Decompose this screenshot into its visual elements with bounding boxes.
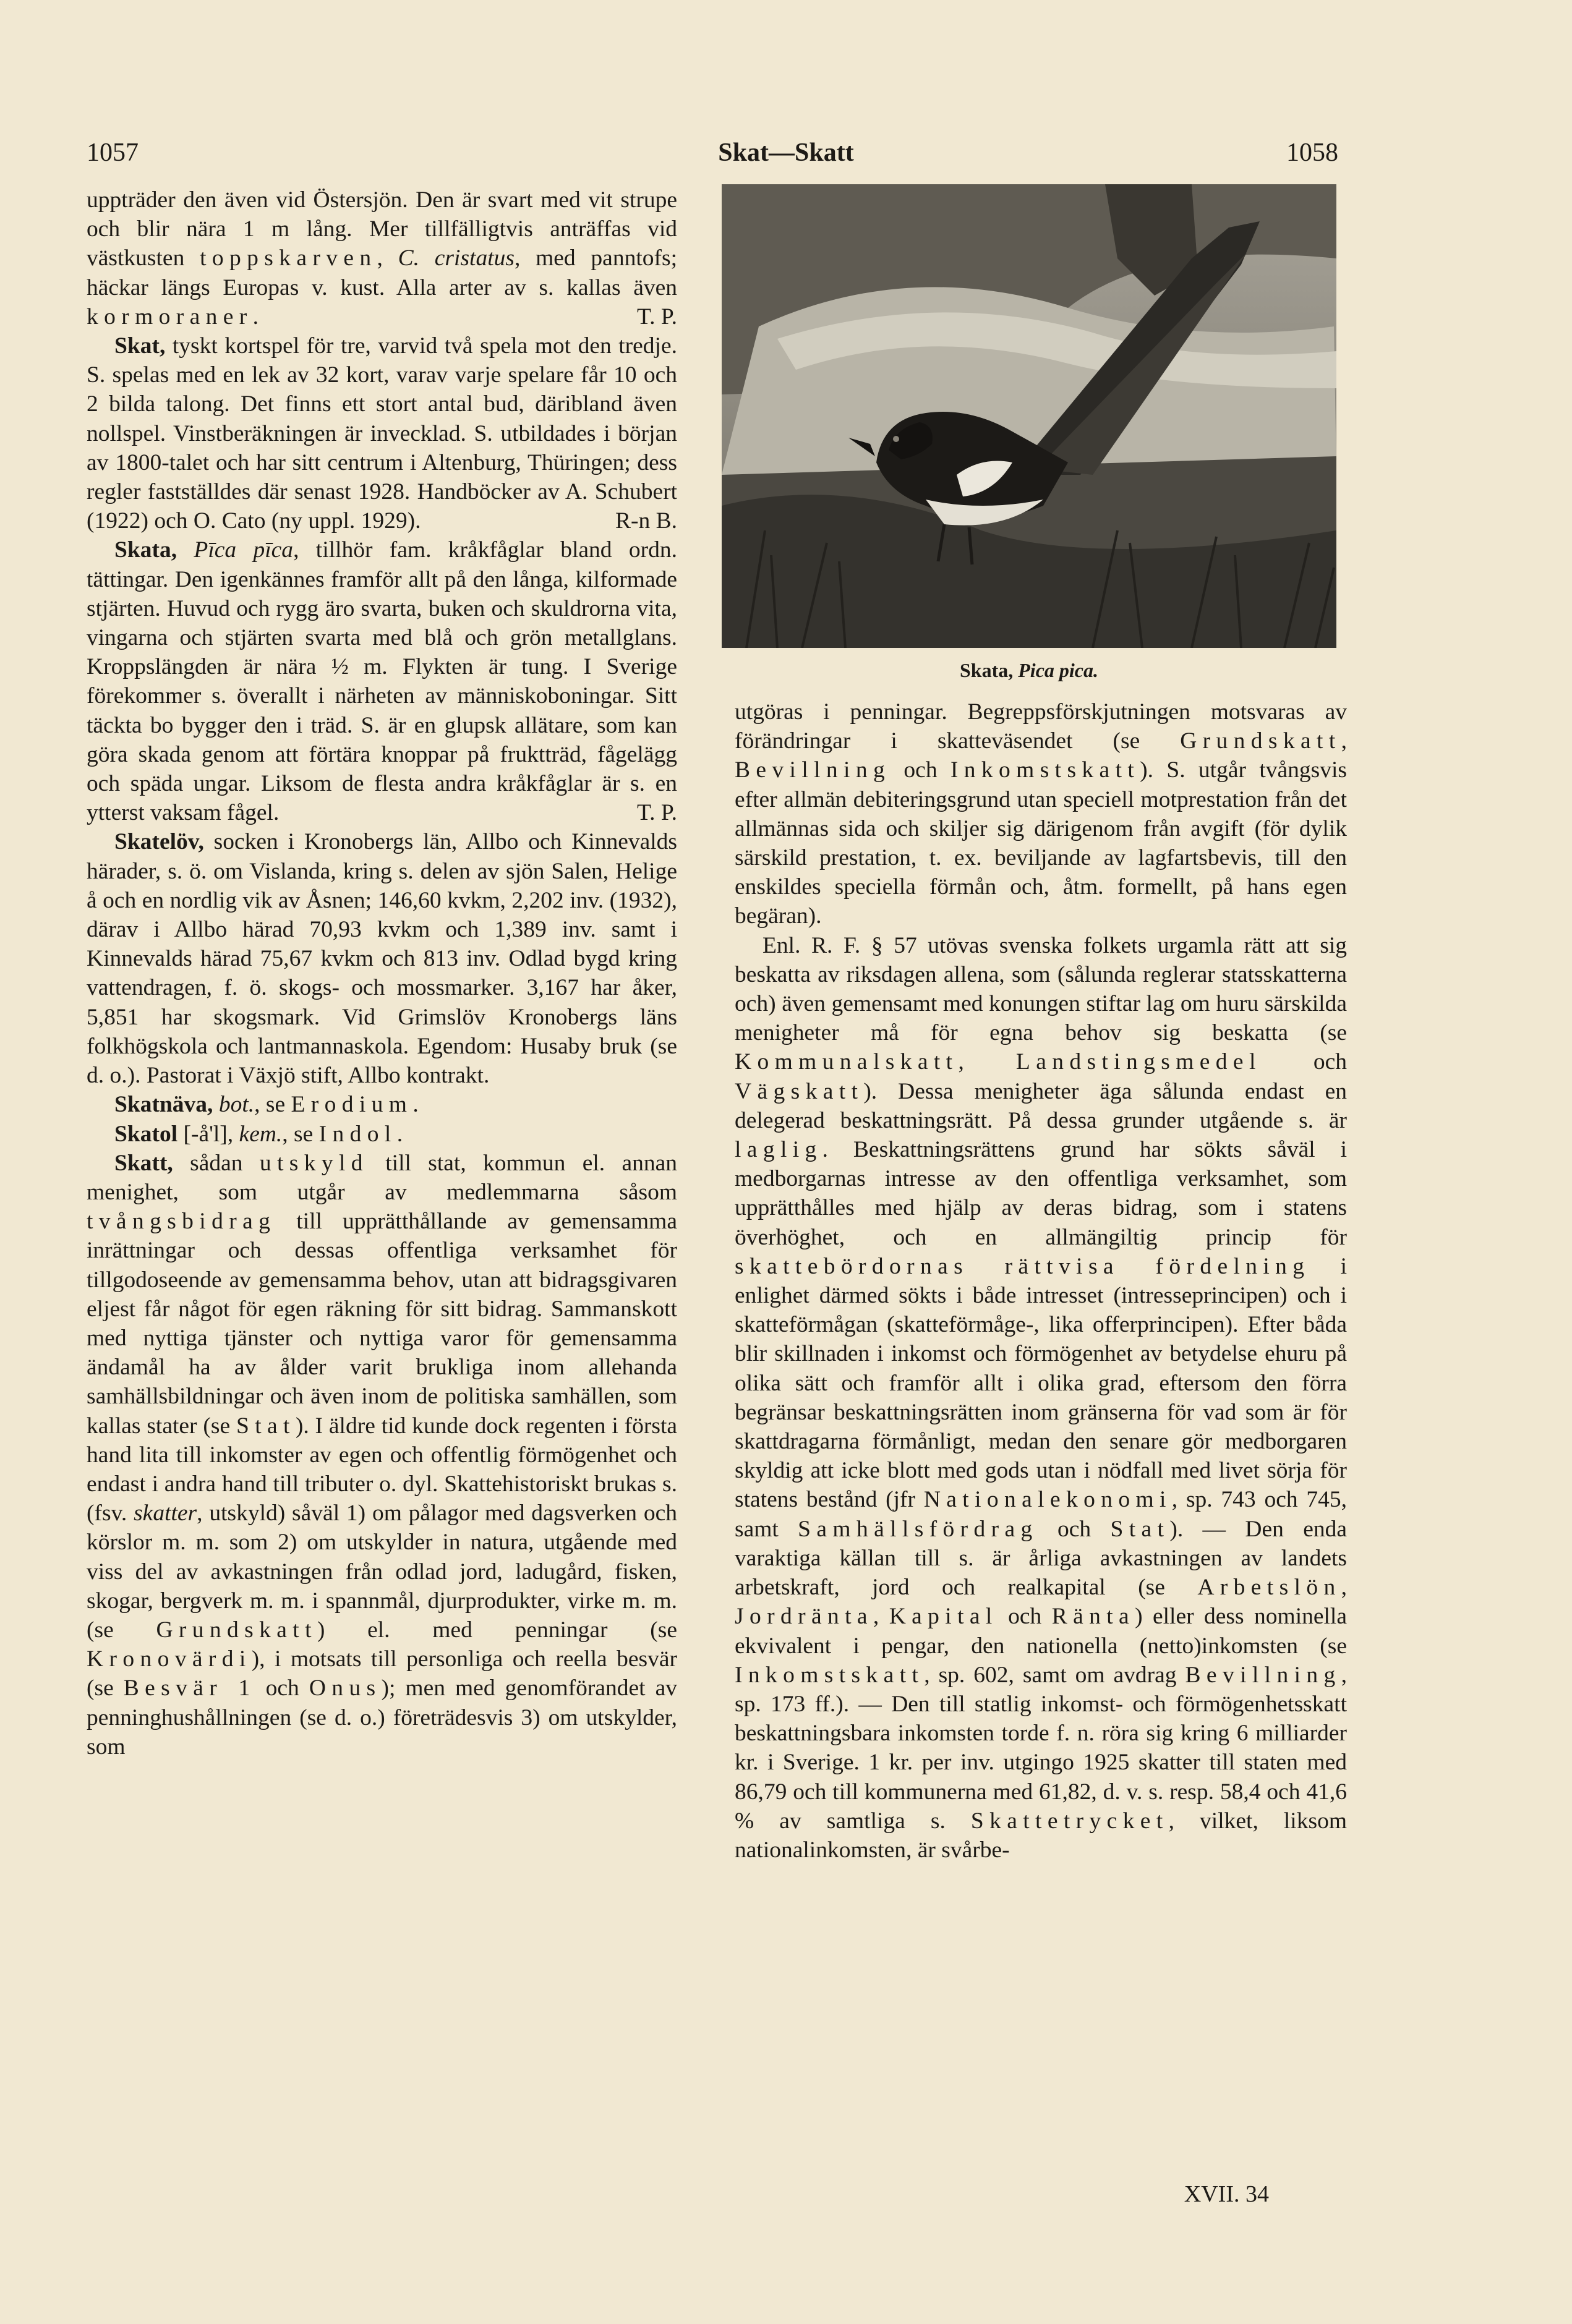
- sheet-signature: XVII. 34: [1184, 2181, 1269, 2207]
- magpie-illustration: [722, 184, 1336, 648]
- author-signature: T. P.: [637, 304, 677, 330]
- entry-term: Skatol: [114, 1121, 178, 1147]
- entry-skatol: Skatol [-å'l], kem., se Indol.: [114, 1121, 403, 1147]
- left-column: [87, 185, 677, 1761]
- entry-skata: Skata, Pīca pīca, tillhör fam. kråkfåglar bland ordn. tättingar. Den igenkännes framför allt på den långa, kilformade stjärten. Huvud och rygg äro svarta, buken och skuldrorna vita, vingarna och stjärten svarta med blå och grön metallglans. Kroppslängden är nära ½ m. Flykten är tung. I Sverige förekommer s. överallt i närheten av människoboningar. Sitt täckta bo bygger den i träd. S. är en glupsk allätare, som kan göra skada genom att förtära knoppar på fruktträd, fågelägg och späda ungar. Liksom de flesta andra kråkfåglar är s. en ytterst vaksam fågel. T. P.: [87, 535, 677, 827]
- entry-skatt-paragraph-2: Enl. R. F. § 57 utövas svenska folkets urgamla rätt att sig beskatta av riksdagen allena, som (sålunda reglerar statsskatterna och) även gemensamt med konungen stiftar lag om huru särskilda menigheter må för egna behov sig beskatta (se Kommunalskatt, Landstingsmedel och Vägskatt). Dessa menigheter äga sålunda endast en delegerad beskattningsrätt. På dessa grunder utgående s. är laglig. Beskattningsrättens grund har sökts såväl i medborgarnas intresse av den offentliga verksamhet, som upprätthålles med hjälp av deras bidrag, som i statens överhöghet, och en allmängiltig princip för skattebördornas rättvisa fördelning i enlighet därmed sökts i både intresset (intresseprincipen) och i skatteförmågan (skatteförmåge-, lika offerprincipen). Efter båda blir skillnaden i inkomst och förmögenhet av betydelse ehuru på olika sätt och framför allt i olika grad, eftersom den förra begränsar beskattningsrätten inom gränserna för vad som är för skattdragarna förmånligt, medan den senare gör medborgaren skyldig att icke blott med gods utan i nödfall med livet sörja för statens bestånd (jfr Nationalekonomi, sp. 743 och 745, samt Samhällsfördrag och Stat). — Den enda varaktiga källan till s. är årliga avkastningen av landets arbetskraft, jord och realkapital (se Arbetslön, Jordränta, Kapital och Ränta) eller dess nominella ekvivalent i pengar, den nationella (netto)inkomsten (se Inkomstskatt, sp. 602, samt om avdrag Bevillning, sp. 173 ff.). — Den till statlig inkomst- och förmögenhetsskatt beskattningsbara inkomsten torde f. n. röra sig kring 6 milliarder kr. i Sverige. 1 kr. per inv. utgingo 1925 skatter till staten med 86,79 och till kommunerna med 61,82, d. v. s. resp. 58,4 och 41,6 % av samtliga s. Skattetrycket, vilket, liksom nationalinkomsten, är svårbe-: [735, 932, 1347, 1863]
- entry-kormoran-continued: uppträder den även vid Östersjön. Den är svart med vit strupe och blir nära 1 m lång. Mer tillfälligtvis anträffas vid västkusten toppskarven, C. cristatus, med panntofs; häckar längs Europas v. kust. Alla arter av s. kallas även kormoraner. T. P.: [87, 185, 677, 331]
- entry-skatnava: Skatnäva, bot., se Erodium.: [114, 1092, 419, 1118]
- entry-skatelov: Skatelöv, socken i Kronobergs län, Allbo och Kinnevalds härader, s. ö. om Vislanda, kring s. delen av sjön Salen, Helige å och en nordlig vik av Åsnen; 146,60 kvkm, 2,202 inv. (1932), därav i Allbo härad 70,93 kvkm och 1,389 inv. samt i Kinnevalds härad 75,67 kvkm och 813 inv. Odlad bygd kring vattendragen, f. ö. skogs- och mossmarker. 3,167 har åker, 5,851 har skogsmark. Vid Grimslöv Kronobergs läns folkhögskola och lantmannaskola. Egendom: Husaby bruk (se d. o.). Pastorat i Växjö stift, Allbo kontrakt.: [87, 829, 677, 1089]
- running-title: Skat—Skatt: [718, 138, 854, 167]
- page-number-right: 1058: [1286, 138, 1338, 167]
- page-number-left: 1057: [87, 138, 139, 167]
- entry-term: Skatelöv,: [114, 829, 204, 855]
- entry-skatt-continued: utgöras i penningar. Begreppsförskjutningen motsvaras av förändringar i skatteväsendet (se Grundskatt, Bevillning och Inkomstskatt). S. utgår tvångsvis efter allmän debiteringsgrund utan speciell motprestation från det allmännas sida och skiljer sig därigenom från avgift (för dylik särskild prestation, t. ex. beviljande av lagfartsbevis, till den enskildes speciella förmån och, åtm. formellt, på hans egen begäran).: [735, 699, 1347, 929]
- entry-skat: Skat, tyskt kortspel för tre, varvid två spela mot den tredje. S. spelas med en lek av 32 kort, varav varje spelare får 10 och 2 bilda talong. Det finns ett stort antal bud, däribland även nollspel. Vinstberäkningen är invecklad. S. utbildades i början av 1800-talet och har sitt centrum i Altenburg, Thüringen; dess regler fastställdes där senast 1928. Handböcker av A. Schubert (1922) och O. Cato (ny uppl. 1929). R-n B.: [87, 331, 677, 535]
- figure-caption: Skata, Pica pica.: [960, 659, 1098, 681]
- entry-term: Skatt,: [114, 1150, 173, 1176]
- right-column: [735, 697, 1347, 1865]
- entry-skatt: Skatt, sådan utskyld till stat, kommun el. annan menighet, som utgår av medlemmarna såsom tvångsbidrag till upprätthållande av gemensamma inrättningar och dessas offentliga verksamhet för tillgodoseende av gemensamma behov, utan att bidragsgivaren eljest får något för egen räkning för sitt bidrag. Sammanskott med nyttiga tjänster och nyttiga varor för gemensamma ändamål ha av ålder varit brukliga inom allehanda samhällsbildningar och även inom de politiska samhällen, som kallas stater (se Stat). I äldre tid kunde dock regenten i första hand lita till inkomster av egen och offentlig förmögenhet och endast i andra hand till tributer o. dyl. Skattehistoriskt brukas s. (fsv. skatter, utskyld) såväl 1) om pålagor med dagsverken och körslor m. m. som 2) om utskylder in natura, utgående med viss del av avkastningen från odlad jord, ladugård, fisken, skogar, bergverk m. m. i spannmål, djurprodukter, virke m. m. (se Grundskatt) el. med penningar (se Kronovärdi), i motsats till personliga och reella besvär (se Besvär 1 och Onus); men med genomförandet av penninghushållningen (se d. o.) företrädesvis 3) om utskylder, som: [87, 1150, 678, 1760]
- entry-term: Skatnäva,: [114, 1092, 213, 1118]
- entry-term: Skata,: [114, 537, 177, 563]
- author-signature: R-n B.: [615, 508, 677, 534]
- entry-term: Skat,: [114, 333, 166, 359]
- author-signature: T. P.: [637, 800, 677, 826]
